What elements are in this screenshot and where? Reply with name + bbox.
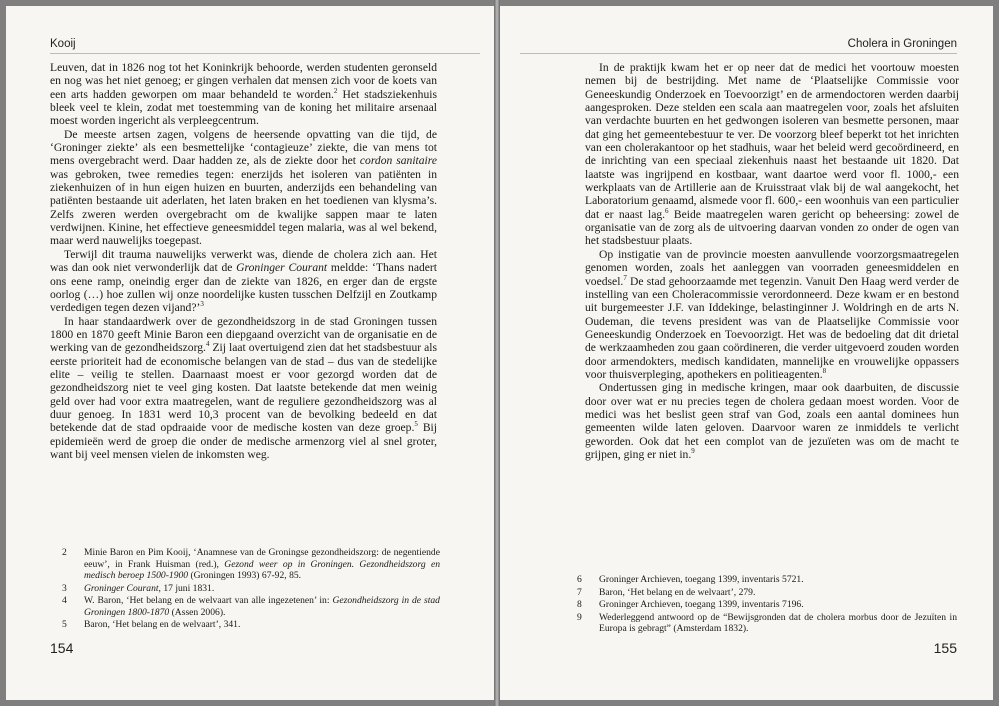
footnote-text <box>599 612 957 635</box>
footnote-text <box>84 619 440 631</box>
page-number: 154 <box>50 640 74 656</box>
footnotes <box>577 574 957 636</box>
footnote-text <box>599 587 957 599</box>
italic-text: cordon sanitaire <box>359 154 438 168</box>
italic-text: Gezondheidszorg in de stad Groningen 1800-1870 <box>84 595 440 618</box>
footnote-number: 7 <box>577 586 582 598</box>
text-run: In haar standaardwerk over de gezondheidszorg in de stad Groningen tussen 1800 en 1870 geeft Minie Baron een diepgaand overzicht van de organisatie en de werking van de gezondheidszorg. <box>50 314 437 355</box>
running-header: Cholera in Groningen <box>847 38 957 50</box>
footnote-number: 8 <box>577 599 582 610</box>
text-run: , 17 juni 1831. <box>158 582 215 594</box>
page-number: 155 <box>933 640 957 656</box>
italic-text: Groninger Courant <box>236 261 328 275</box>
text-run: Baron, ‘Het belang en de welvaart’, 279. <box>599 586 756 598</box>
paragraph <box>585 381 959 461</box>
left-page <box>6 6 494 700</box>
text-run: Beide maatregelen waren gericht op beheersing: zowel de organisatie van de zorg als de uitvoering daarvan vonden zo onder de ogen van het stadsbestuur plaats. <box>585 207 960 248</box>
text-run: Bij epidemieën werd de groep die onder de medische armenzorg viel al snel groter, want bij veel mensen vielen de inkomsten weg. <box>50 421 437 461</box>
italic-text: Groninger Courant <box>84 582 159 594</box>
footnote <box>577 599 957 611</box>
footnote-text <box>84 547 440 582</box>
paragraph <box>50 128 437 248</box>
footnote-ref: 8 <box>822 367 827 376</box>
text-run: Groninger Archieven, toegang 1399, inventaris 5721. <box>599 574 804 585</box>
footnote-number: 9 <box>577 611 582 623</box>
footnotes <box>62 547 440 632</box>
footnote-text <box>599 599 957 611</box>
footnote <box>577 574 957 586</box>
footnote-number: 4 <box>62 595 67 606</box>
text-run: (Groningen 1993) 67-92, 85. <box>188 570 302 581</box>
footnote-number: 2 <box>62 547 67 558</box>
footnote-text <box>599 574 957 586</box>
text-run: Minie Baron en Pim Kooij, ‘Anamnese van de Groningse gezondheidszorg: de negentiende eeuw’, in Frank Huisman (red.), <box>84 547 440 570</box>
footnote <box>62 583 440 595</box>
footnote-number: 3 <box>62 582 67 594</box>
paragraph <box>585 61 959 248</box>
footnote <box>62 547 440 582</box>
text-run: Het stadsziekenhuis bleek veel te klein, zodat met toestemming van de koning het militaire arsenaal moest worden ingericht als verpleegcentrum. <box>50 87 437 128</box>
footnote-ref: 9 <box>691 447 695 456</box>
text-run: Op instigatie van de provincie moesten aanvullende voorzorgsmaatregelen genomen worden, zoals het aanleggen van voorraden geneesmiddelen en voedsel. <box>585 247 959 288</box>
text-run: Baron, ‘Het belang en de welvaart’, 341. <box>84 619 241 630</box>
footnote-ref: 3 <box>200 300 204 309</box>
italic-text: Gezond weer op in Groningen. Gezondheidszorg en medisch beroep 1500-1900 <box>84 558 441 581</box>
text-run: (Assen 2006). <box>169 606 226 618</box>
footnote <box>62 595 440 618</box>
footnote <box>62 619 440 631</box>
text-run: In de praktijk kwam het er op neer dat de medici het voortouw moesten nemen bij de bestrijding. Met name de ‘Plaatselijke Commissie voor Geneeskundig Onderzoek en Toevoorzigt’ en de armendoctoren werden daarbij aangesproken. Deze stelden een scala aan maatregelen voor, zoals het afsluiten van verdachte buurten en het gedwongen isoleren van besmette personen, maar dat ging het gemeentebestuur te ver. De voorzorg bleef beperkt tot het inrichten van een cholerakantoor op het stadhuis, waar het beleid werd gecoördineerd, en de inrichting van een speciaal ziekenhuis naast het bestaande uit 1820. Dat laatste was ingrijpend en kostbaar, want daartoe werd voor fl. 1000,- een werkplaats van de Artillerie aan de Kruisstraat vlak bij de wal aangekocht, het Laboratorium genaamd, alsmede voor fl. 600,- een woonhuis van een particulier dat er naast lag. <box>585 61 959 221</box>
footnote-number: 5 <box>62 619 67 630</box>
text-run: De stad gehoorzaamde met tegenzin. Vanuit Den Haag werd verder de instelling van een Choleracommissie verordonneerd. Deze kwam er en bestond uit burgemeester J.F. van Iddekinge, belastinginner J. Woldringh en de arts N. Oudeman, die tevens president was van de Plaatselijke Commissie voor Geneeskundig Onderzoek en Toevoorzigt. Het was de bedoeling dat dit drietal de werkzaamheden zou gaan coördineren, die verder uitgevoerd zouden worden door armendokters, medisch kandidaten, mannelijke en vrouwelijke oppassers voor thuisverpleging, apothekers en politieagenten. <box>585 274 959 381</box>
text-run: Zij laat overtuigend zien dat het stadsbestuur als eerste prioriteit had de economische belangen van de stad – dus van de stedelijke elite – veilig te stellen. Daarnaast moest er voor gezorgd worden dat de gezondheidszorg niet te veel ging kosten. Dat laatste betekende dat men weinig geld over had voor extra maatregelen, want de reguliere gezondheidszorg was al duur genoeg. In 1831 werd 10,3 procent van de bevolking bedeeld en dat betekende dat de stad opdraaide voor de medische kosten van deze groep. <box>50 341 437 435</box>
text-run: Terwijl dit trauma nauwelijks verwerkt was, diende de cholera zich aan. Het was dan ook niet verwonderlijk dat de <box>50 247 437 275</box>
right-page <box>500 6 993 700</box>
footnote-text <box>84 583 440 595</box>
text-run: was gebroken, twee remedies tegen: enerzijds het isoleren van patiënten in ziekenhuizen of in hun eigen huizen en buurten, anderzijds een behandeling van patiënten bestaande uit aderlaten, het laten braken en het toedienen van klysma’s. Zelfs zweren werden overgebracht om de kwalijke sappen maar te laten verdwijnen. Kinine, het effectieve geneesmiddel tegen malaria, was al wel bekend, maar werd nauwelijks toegepast. <box>50 167 437 248</box>
footnote-ref: 4 <box>205 340 210 349</box>
header-rule <box>520 53 957 54</box>
footnote-text <box>84 595 440 618</box>
footnote-number: 6 <box>577 574 582 585</box>
paragraph <box>50 315 437 462</box>
body-text <box>50 61 437 461</box>
paragraph <box>50 61 437 128</box>
text-run: Leuven, dat in 1826 nog tot het Koninkrijk behoorde, werden studenten geronseld en nog was het niet genoeg; er gingen verhalen dat mensen zich voor de koets van een arts hadden geworpen om maar behandeld te worden. <box>50 61 437 101</box>
text-run: meldde: ‘Thans nadert ons eene ramp, oneindig erger dan de ziekte van 1826, en erger dan de ergste oorlog (…) hoe zullen wij onze noordelijke kusten tusschen Delfzijl en Zoutkamp verdedigen tegen dezen vijand?’ <box>50 261 437 315</box>
footnote-ref: 5 <box>414 420 418 429</box>
body-text <box>585 61 959 461</box>
text-run: Ondertussen ging in medische kringen, maar ook daarbuiten, de discussie door over wat er nu precies tegen de cholera gedaan moest worden. Voor de medici was het beslist geen straf van God, zoals een aantal dominees hun gemeenten wilde laten geloven. Daarvoor waren ze inmiddels te verlicht geworden. Ook dat het een complot van de jezuïeten was om de macht te grijpen, ging er niet in. <box>585 381 959 461</box>
text-run: De meeste artsen zagen, volgens de heersende opvatting van die tijd, de ‘Groninger ziekte’ als een besmettelijke ‘contagieuze’ ziekte, die van mens tot mens overgebracht werd. Daar hadden ze, als de ziekte door het <box>50 127 437 168</box>
footnote-ref: 6 <box>665 206 669 215</box>
header-rule <box>50 53 480 54</box>
text-run: Groninger Archieven, toegang 1399, inventaris 7196. <box>599 599 804 610</box>
footnote-ref: 7 <box>623 273 627 282</box>
footnote-ref: 2 <box>333 86 338 95</box>
footnote <box>577 612 957 635</box>
text-run: Wederleggend antwoord op de “Bewijsgronden dat de cholera morbus door de Jezuïten in Europa is gebragt” (Amsterdam 1832). <box>599 611 957 634</box>
paragraph <box>585 248 959 381</box>
text-run: W. Baron, ‘Het belang en de welvaart van alle ingezetenen’ in: <box>84 595 333 606</box>
footnote <box>577 587 957 599</box>
running-header: Kooij <box>50 38 76 50</box>
paragraph <box>50 248 437 315</box>
